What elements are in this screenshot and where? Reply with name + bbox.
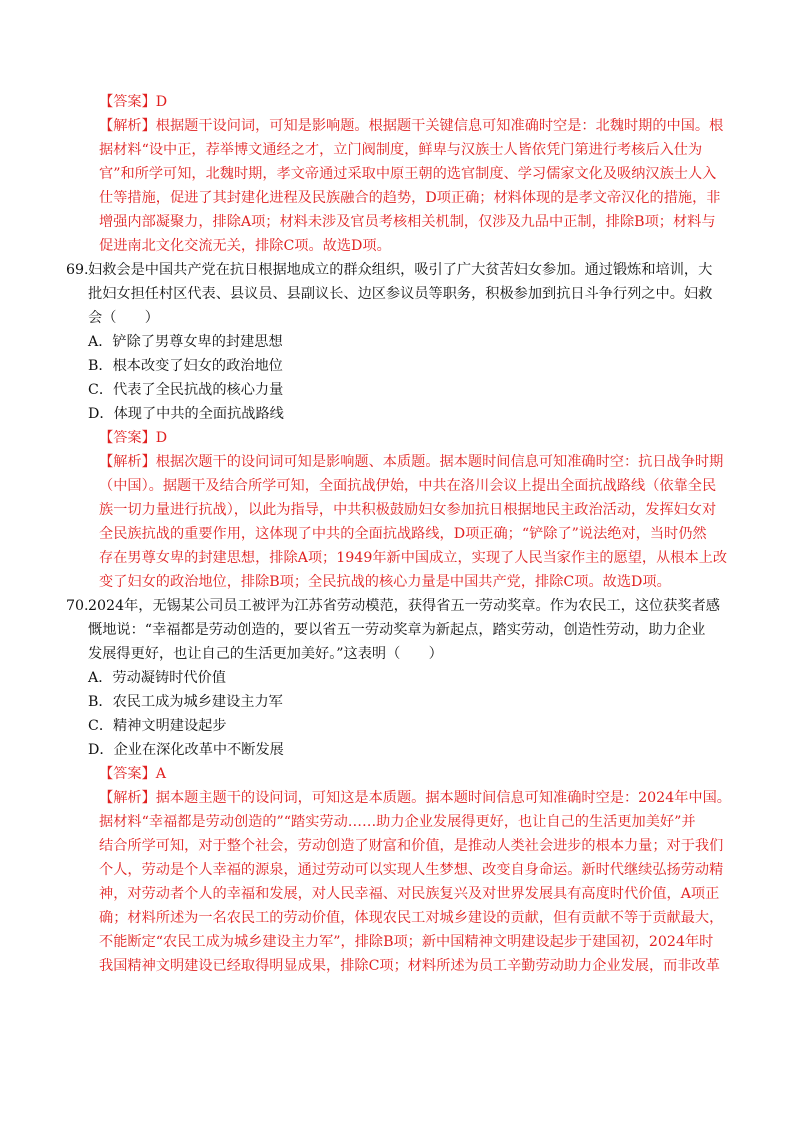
answer-label: 【答案】D xyxy=(99,430,168,446)
question-stem-line: 发展得更好，也让自己的生活更加美好。”这表明（ ） xyxy=(88,646,443,662)
analysis-line: 仕等措施，促进了其封建化进程及民族融合的趋势，D项正确；材料体现的是孝文帝汉化的措施，非 xyxy=(99,190,721,206)
analysis-line: 增强内部凝聚力，排除A项；材料未涉及官员考核相关机制，仅涉及九品中正制，排除B项；材料与 xyxy=(99,214,716,230)
analysis-line: 全民族抗战的重要作用，这体现了中共的全面抗战路线，D项正确；“铲除了”说法绝对，当时仍然 xyxy=(99,526,707,542)
question-number: 69. xyxy=(66,262,89,278)
document-page xyxy=(66,90,731,978)
analysis-line: 存在男尊女卑的封建思想，排除A项；1949年新中国成立，实现了人民当家作主的愿望，从根本上改 xyxy=(99,550,728,566)
analysis-line: 结合所学可知，对于整个社会，劳动创造了财富和价值，是推动人类社会进步的根本力量；对于我们 xyxy=(99,838,724,854)
question-number: 70. xyxy=(66,598,89,614)
answer-label: 【答案】D xyxy=(99,94,168,110)
option-d: D．企业在深化改革中不断发展 xyxy=(88,742,284,758)
option-a: A．劳动凝铸时代价值 xyxy=(88,670,226,686)
answer-label: 【答案】A xyxy=(99,766,166,782)
analysis-line: 族一切力量进行抗战），以此为指导，中共积极鼓励妇女参加抗日根据地民主政治活动，发挥妇女对 xyxy=(99,502,717,518)
analysis-line: 变了妇女的政治地位，排除B项；全民抗战的核心力量是中国共产党，排除C项。故选D项。 xyxy=(99,574,671,590)
question-70 xyxy=(66,594,731,978)
option-a: A．铲除了男尊女卑的封建思想 xyxy=(88,334,283,350)
option-b: B．农民工成为城乡建设主力军 xyxy=(88,694,283,710)
answer-block-68 xyxy=(88,90,728,258)
analysis-line: 【解析】根据题干设问词，可知是影响题。根据题干关键信息可知准确时空是：北魏时期的中国。根 xyxy=(99,118,724,134)
option-d: D．体现了中共的全面抗战路线 xyxy=(88,406,284,422)
analysis-line: 促进南北文化交流无关，排除C项。故选D项。 xyxy=(99,238,391,254)
analysis-line: 不能断定“农民工成为城乡建设主力军”，排除B项；新中国精神文明建设起步于建国初，2024年时 xyxy=(99,934,714,950)
option-c: C．代表了全民抗战的核心力量 xyxy=(88,382,284,398)
analysis-line: 【解析】根据次题干的设问词可知是影响题、本质题。据本题时间信息可知准确时空：抗日战争时期 xyxy=(99,454,724,470)
option-c: C．精神文明建设起步 xyxy=(88,718,227,734)
analysis-line: 我国精神文明建设已经取得明显成果，排除C项；材料所述为员工辛勤劳动助力企业发展，而非改革 xyxy=(99,958,720,974)
option-b: B．根本改变了妇女的政治地位 xyxy=(88,358,283,374)
analysis-line: （中国）。据题干及结合所学可知，全面抗战伊始，中共在洛川会议上提出全面抗战路线（依靠全民 xyxy=(99,478,717,494)
question-stem-line: 会（ ） xyxy=(88,310,159,326)
analysis-line: 个人，劳动是个人幸福的源泉，通过劳动可以实现人生梦想、改变自身命运。新时代继续弘扬劳动精 xyxy=(99,862,724,878)
analysis-line: 据材料“设中正，荐举博文通经之才，立门阀制度，鲜卑与汉族士人皆依凭门第进行考核后入仕为 xyxy=(99,142,703,158)
question-stem-line: 69. 妇救会是中国共产党在抗日根据地成立的群众组织，吸引了广大贫苦妇女参加。通过锻炼和培训，大 xyxy=(88,258,728,282)
analysis-line: 确；材料所述为一名农民工的劳动价值，体现农民工对城乡建设的贡献，但有贡献不等于贡献最大， xyxy=(99,910,724,926)
analysis-line: 据材料“幸福都是劳动创造的”“踏实劳动……助力企业发展得更好，也让自己的生活更加美好”并 xyxy=(99,814,696,830)
question-stem-line: 70. 2024年，无锡某公司员工被评为江苏省劳动模范，获得省五一劳动奖章。作为农民工，这位获奖者感 xyxy=(88,594,728,618)
analysis-line: 官”和所学可知，北魏时期，孝文帝通过采取中原王朝的选官制度、学习儒家文化及吸纳汉族士人入 xyxy=(99,166,717,182)
question-stem-line: 慨地说：“幸福都是劳动创造的，要以省五一劳动奖章为新起点，踏实劳动，创造性劳动，助力企业 xyxy=(88,622,706,638)
analysis-line: 【解析】据本题主题干的设问词，可知这是本质题。据本题时间信息可知准确时空是：2024年中国。 xyxy=(99,790,731,806)
question-stem-line: 批妇女担任村区代表、县议员、县副议长、边区参议员等职务，积极参加到抗日斗争行列之中。妇救 xyxy=(88,286,713,302)
question-69 xyxy=(66,258,728,594)
analysis-line: 神，对劳动者个人的幸福和发展，对人民幸福、对民族复兴及对世界发展具有高度时代价值，A项正 xyxy=(99,886,720,902)
